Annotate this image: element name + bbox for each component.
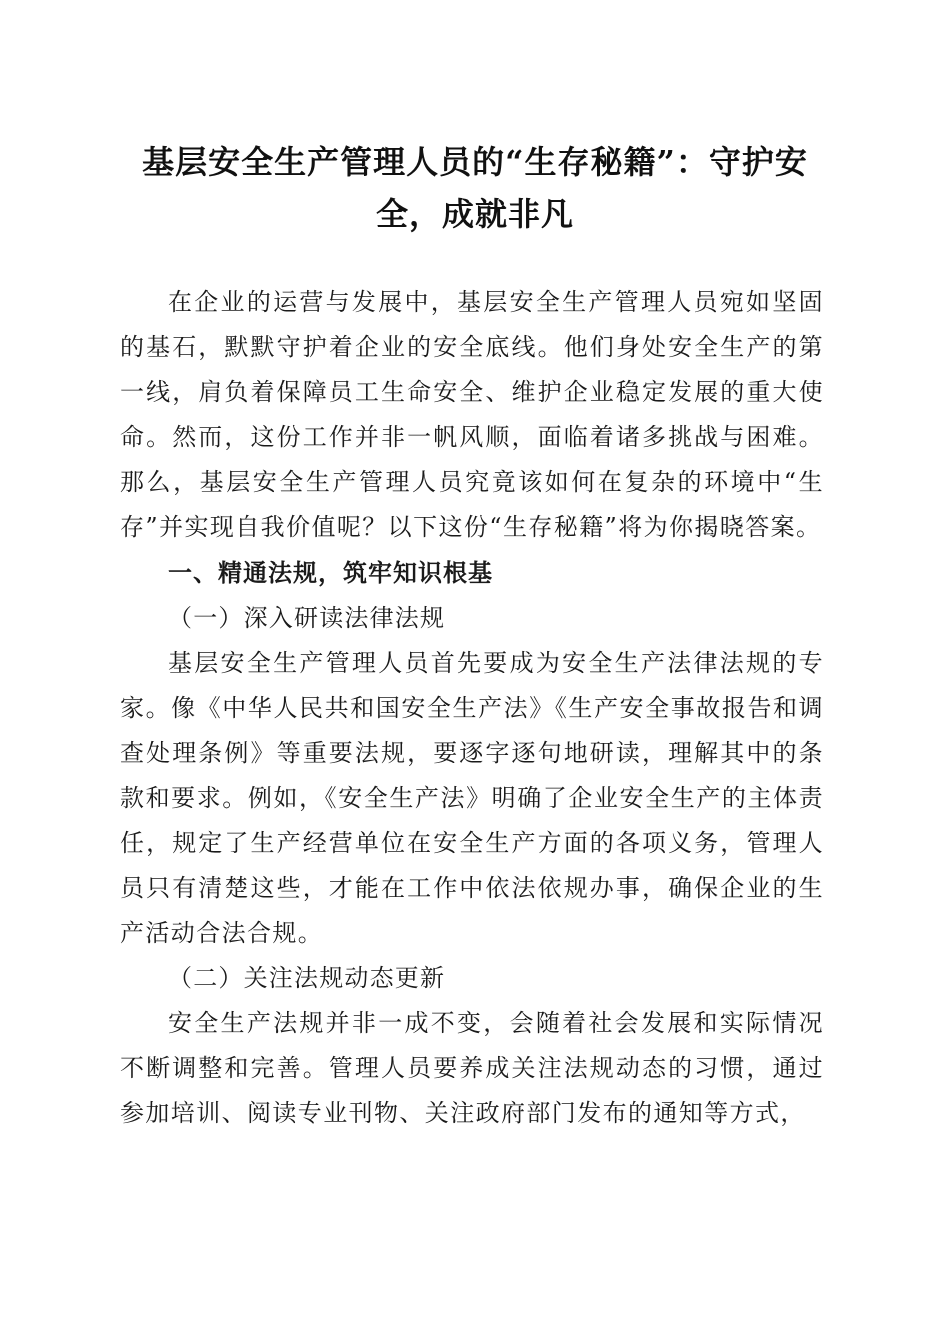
document-body: [120, 280, 824, 1136]
subsection-heading-2: （二）关注法规动态更新: [168, 964, 446, 992]
intro-paragraph: 在企业的运营与发展中，基层安全生产管理人员宛如坚固的基石，默默守护着企业的安全底线。他们身处安全生产的第一线，肩负着保障员工生命安全、维护企业稳定发展的重大使命。然而，这份工作并非一帆风顺，面临着诸多挑战与困难。那么，基层安全生产管理人员究竟该如何在复杂的环境中“生存”并实现自我价值呢？以下这份“生存秘籍”将为你揭晓答案。: [120, 288, 824, 541]
subsection-paragraph-1: 基层安全生产管理人员首先要成为安全生产法律法规的专家。像《中华人民共和国安全生产法》《生产安全事故报告和调查处理条例》等重要法规，要逐字逐句地研读，理解其中的条款和要求。例如，《安全生产法》明确了企业安全生产的主体责任，规定了生产经营单位在安全生产方面的各项义务，管理人员只有清楚这些，才能在工作中依法依规办事，确保企业的生产活动合法合规。: [120, 649, 824, 947]
subsection-heading-1: （一）深入研读法律法规: [168, 604, 446, 632]
subsection-paragraph-2: 安全生产法规并非一成不变，会随着社会发展和实际情况不断调整和完善。管理人员要养成关注法规动态的习惯，通过参加培训、阅读专业刊物、关注政府部门发布的通知等方式，: [120, 1009, 824, 1127]
section-heading: 一、精通法规，筑牢知识根基: [168, 559, 493, 587]
document-title: 基层安全生产管理人员的“生存秘籍”：守护安全，成就非凡: [142, 143, 808, 233]
